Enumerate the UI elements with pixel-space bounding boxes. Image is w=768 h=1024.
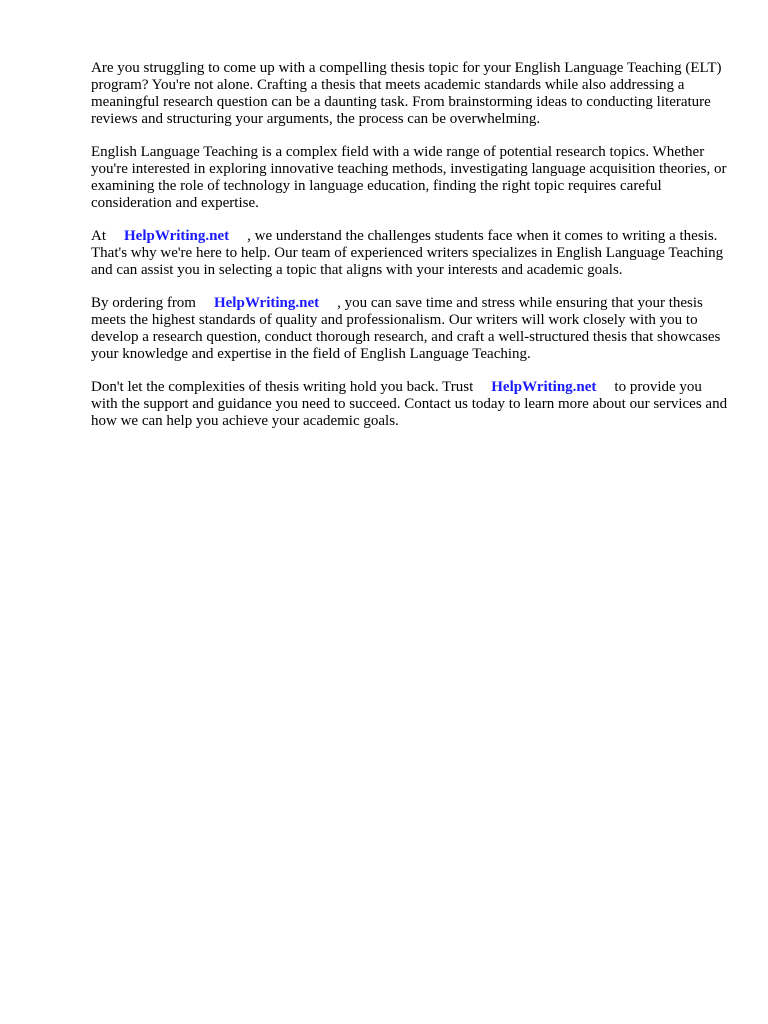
document-body bbox=[91, 60, 731, 446]
paragraph-ordering bbox=[91, 295, 731, 363]
helpwriting-link-3[interactable]: HelpWriting.net bbox=[491, 379, 597, 395]
paragraph-closing bbox=[91, 379, 731, 430]
paragraph-about-before: At bbox=[91, 228, 106, 244]
paragraph-about bbox=[91, 228, 731, 279]
paragraph-field bbox=[91, 144, 731, 212]
paragraph-about-after: , we understand the challenges students face when it comes to writing a thesis. That's why we're here to help. Our team of experienced writers specializes in English Language Teaching and can assist you in selecting a topic that aligns with your interests and academic goals. bbox=[91, 228, 724, 278]
paragraph-ordering-after: , you can save time and stress while ensuring that your thesis meets the highest standards of quality and professionalism. Our writers will work closely with you to develop a research question, conduct thorough research, and craft a well-structured thesis that showcases your knowledge and expertise in the field of English Language Teaching. bbox=[91, 295, 721, 362]
helpwriting-link-1[interactable]: HelpWriting.net bbox=[124, 228, 230, 244]
paragraph-ordering-before: By ordering from bbox=[91, 295, 196, 311]
helpwriting-link-2[interactable]: HelpWriting.net bbox=[213, 295, 320, 311]
paragraph-closing-after: to provide you with the support and guidance you need to succeed. Contact us today to learn more about our services and how we can help you achieve your academic goals. bbox=[91, 379, 728, 429]
paragraph-intro bbox=[91, 60, 731, 128]
paragraph-intro-text: Are you struggling to come up with a compelling thesis topic for your English Language Teaching (ELT) program? You're not alone. Crafting a thesis that meets academic standards while also addressing a meaningful research question can be a daunting task. From brainstorming ideas to conducting literature reviews and structuring your arguments, the process can be overwhelming. bbox=[91, 60, 722, 127]
paragraph-field-text: English Language Teaching is a complex field with a wide range of potential research topics. Whether you're interested in exploring innovative teaching methods, investigating language acquisition theories, or examining the role of technology in language education, finding the right topic requires careful consideration and expertise. bbox=[91, 144, 727, 211]
paragraph-closing-before: Don't let the complexities of thesis writing hold you back. Trust bbox=[91, 379, 474, 395]
